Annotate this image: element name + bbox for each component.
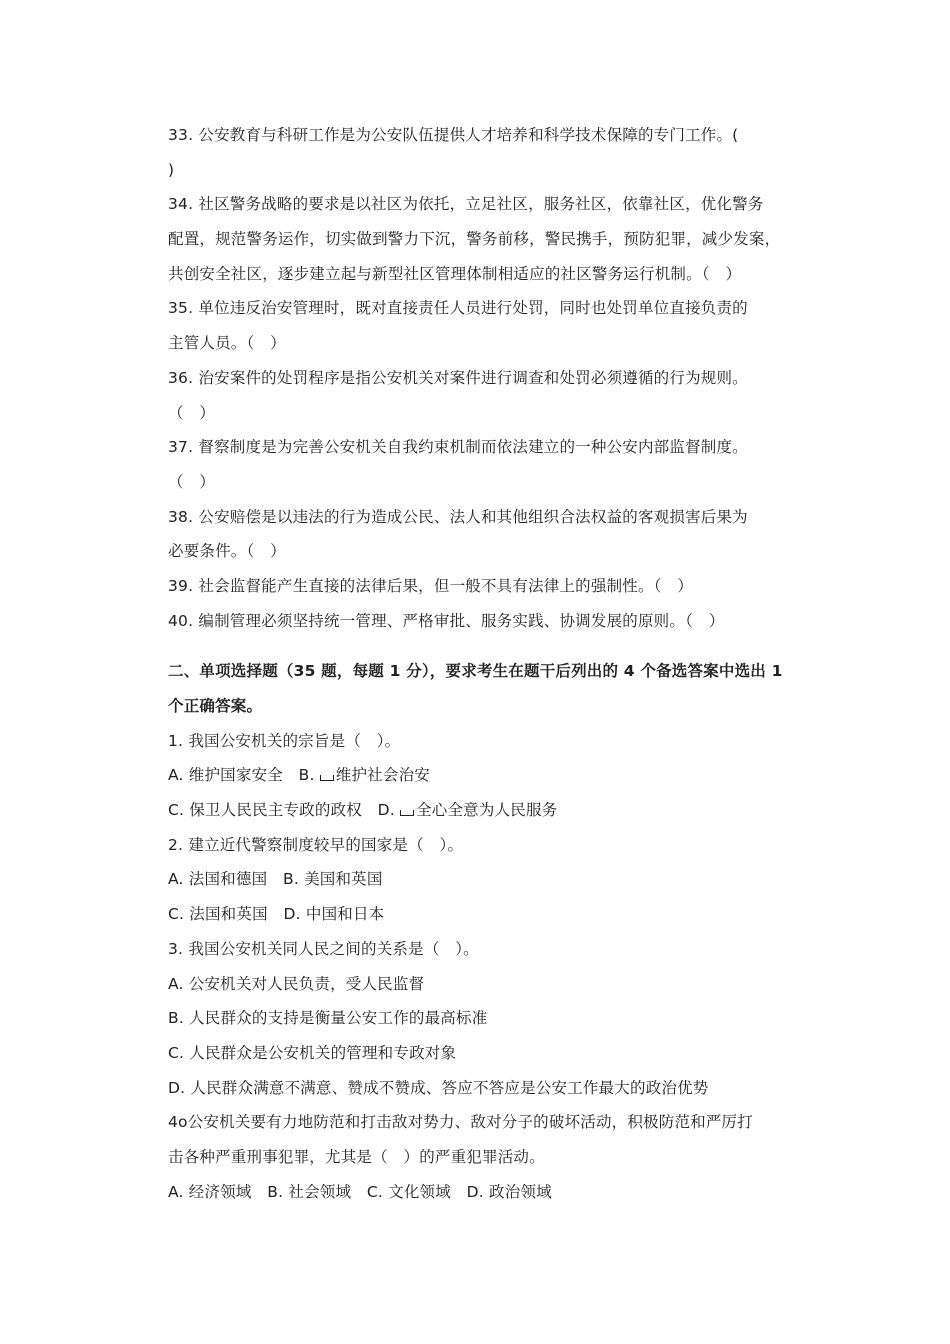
q36-line-1: 36. 治安案件的处罚程序是指公安机关对案件进行调查和处罚必须遵循的行为规则。 bbox=[168, 368, 748, 387]
choice-q3-option-c: C. 人民群众是公安机关的管理和专政对象 bbox=[168, 1043, 457, 1062]
choice-q1-stem: 1. 我国公安机关的宗旨是（ ）。 bbox=[168, 731, 401, 750]
q33-line-2: ) bbox=[168, 160, 175, 179]
choice-q3-stem: 3. 我国公安机关同人民之间的关系是（ ）。 bbox=[168, 939, 479, 958]
choice-q1-options-cd-text: C. 保卫人民民主专政的政权 D. bbox=[168, 801, 401, 820]
document-page bbox=[168, 118, 788, 1209]
q35-line-2: 主管人员。（ ） bbox=[168, 334, 286, 353]
q33-line-1: 33. 公安教育与科研工作是为公安队伍提供人才培养和科学技术保障的专门工作。( bbox=[168, 126, 739, 144]
choice-q2-stem: 2. 建立近代警察制度较早的国家是（ ）。 bbox=[168, 835, 464, 854]
q34-line-2: 配置，规范警务运作，切实做到警力下沉，警务前移，警民携手，预防犯罪，减少发案， bbox=[168, 230, 781, 249]
choice-q3-option-d: D. 人民群众满意不满意、赞成不赞成、答应不答应是公安工作最大的政治优势 bbox=[168, 1078, 709, 1097]
choice-q2-options-ab: A. 法国和德国 B. 美国和英国 bbox=[168, 870, 383, 889]
choice-q2-options-cd: C. 法国和英国 D. 中国和日本 bbox=[168, 905, 385, 924]
q34-line-1: 34. 社区警务战略的要求是以社区为依托，立足社区，服务社区，依靠社区，优化警务 bbox=[168, 195, 764, 214]
choice-q3-option-b: B. 人民群众的支持是衡量公安工作的最高标准 bbox=[168, 1009, 488, 1028]
q34-line-3: 共创安全社区，逐步建立起与新型社区管理体制相适应的社区警务运行机制。（ ） bbox=[168, 264, 742, 283]
q40-line: 40. 编制管理必须坚持统一管理、严格审批、服务实践、协调发展的原则。（ ） bbox=[168, 611, 725, 630]
choice-q1-options-ab-text: A. 维护国家安全 B. bbox=[168, 766, 320, 785]
blank-mark-icon bbox=[400, 810, 414, 816]
choice-q4-stem-line-2: 击各种严重刑事犯罪，尤其是（ ）的严重犯罪活动。 bbox=[168, 1147, 545, 1166]
q37-line-1: 37. 督察制度是为完善公安机关自我约束机制而依法建立的一种公安内部监督制度。 bbox=[168, 438, 748, 457]
q36-line-2: （ ） bbox=[168, 403, 216, 422]
choice-q1-options-cd bbox=[168, 793, 788, 828]
q39-line: 39. 社会监督能产生直接的法律后果，但一般不具有法律上的强制性。（ ） bbox=[168, 576, 694, 595]
choice-q1-option-d-text: 全心全意为人民服务 bbox=[416, 801, 558, 820]
choice-q4-stem-line-1: 4o公安机关要有力地防范和打击敌对势力、敌对分子的破坏活动，积极防范和严厉打 bbox=[168, 1113, 753, 1132]
q38-line-2: 必要条件。（ ） bbox=[168, 542, 286, 561]
choice-q1-options-ab bbox=[168, 758, 788, 793]
section-heading-line-1: 二、单项选择题（35 题，每题 1 分），要求考生在题干后列出的 4 个备选答案中选出 1 bbox=[168, 662, 783, 681]
q35-line-1: 35. 单位违反治安管理时，既对直接责任人员进行处罚，同时也处罚单位直接负责的 bbox=[168, 299, 748, 318]
section-heading-line-2: 个正确答案。 bbox=[168, 697, 263, 715]
blank-mark-icon bbox=[320, 775, 334, 781]
choice-q3-option-a: A. 公安机关对人民负责，受人民监督 bbox=[168, 974, 425, 993]
choice-q4-options: A. 经济领域 B. 社会领域 C. 文化领域 D. 政治领域 bbox=[168, 1182, 552, 1201]
choice-q1-option-b-text: 维护社会治安 bbox=[335, 766, 430, 785]
q37-line-2: （ ） bbox=[168, 472, 216, 491]
section-gap bbox=[168, 638, 788, 654]
q38-line-1: 38. 公安赔偿是以违法的行为造成公民、法人和其他组织合法权益的客观损害后果为 bbox=[168, 507, 748, 526]
